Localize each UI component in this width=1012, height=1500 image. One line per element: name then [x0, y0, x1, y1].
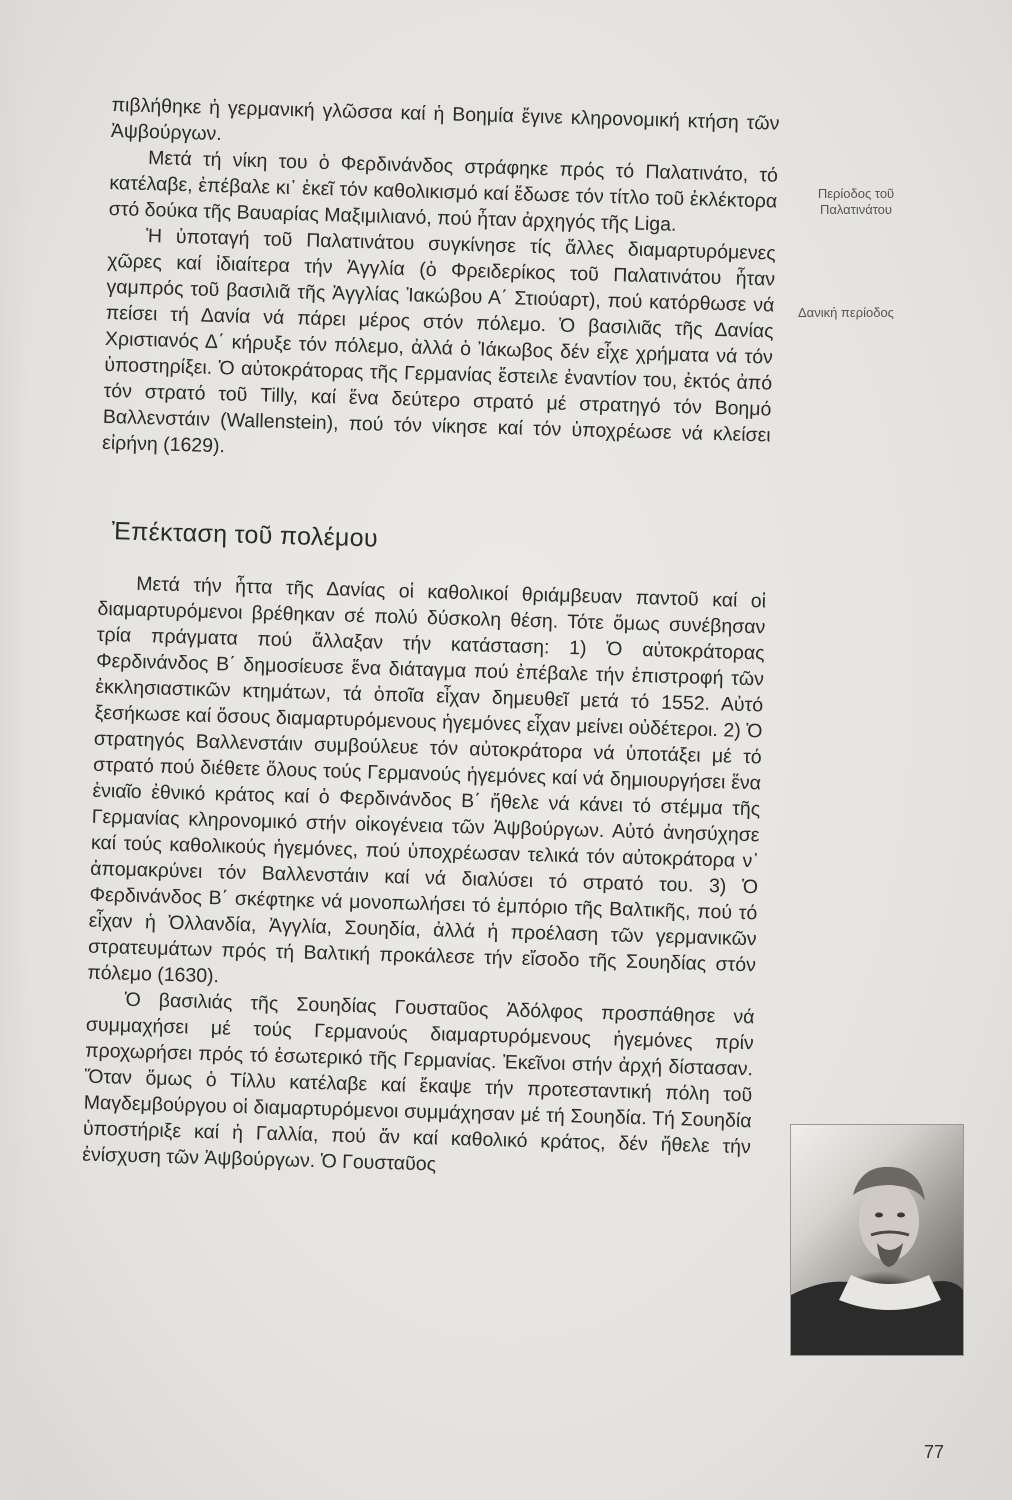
- portrait-figure-icon: [791, 1125, 963, 1355]
- scan-shadow: [0, 0, 28, 1500]
- paragraph-palatinate: Μετά τή νίκη του ὁ Φερδινάνδος στράφηκε πρός τό Παλατινάτο, τό κατέλαβε, ἐπέβαλε κι᾽ ἐκεῖ τόν καθολικισμό καί ἔδωσε τόν τίτλο τοῦ ἐκλέκτορα στό δούκα τῆς Βαυαρίας Μαξιμιλιανό, πού ἦταν ἀρχηγός τῆς Liga.: [108, 147, 779, 236]
- section-heading: Ἐπέκταση τοῦ πολέμου: [111, 517, 379, 553]
- paragraph-expansion: Μετά τήν ἧττα τῆς Δανίας οἱ καθολικοί θριάμβευαν παντοῦ καί οἱ διαμαρτυρόμενοι βρέθηκαν σέ πολύ δύσκολη θέση. Τότε ὅμως συνέβησαν τρία πράγματα πού ἄλλαξαν τήν κατάσταση: 1) Ὁ αὐτοκράτορας Φερδινάνδος Β΄ δημοσίευσε ἕνα διάταγμα πού ἐπέβαλε τήν ἐπιστροφή τῶν ἐκκλησιαστικῶν κτημάτων, τά ὁποῖα εἶχαν δημευθεῖ μετά τό 1552. Αὐτό ξεσήκωσε καί ὅσους διαμαρτυρόμενους ἡγεμόνες εἶχαν μείνει οὐδέτεροι. 2) Ὁ στρατηγός Βαλλενστάιν συμβούλευε τόν αὐτοκράτορα νά ὑποτάξει μέ τό στρατό πού διέθετε ὅλους τούς Γερμανούς ἡγεμόνες καί νά δημιουργήσει ἕνα ἑνιαῖο ἐθνικό κράτος καί ὁ Φερδινάνδος Β΄ ἤθελε νά κάνει τό στέμμα τῆς Γερμανίας κληρονομικό στήν οἰκογένεια τῶν Ἀψβούργων. Αὐτό ἀνησύχησε καί τούς καθολικούς ἡγεμόνες, πού ὑποχρέωσαν τελικά τόν αὐτοκράτορα ν᾽ ἀπομακρύνει τόν Βαλλενστάιν καί νά διαλύσει τό στρατό του. 3) Ὁ Φερδινάνδος Β΄ σκέφτηκε νά μονοπωλήσει τό ἐμπόριο τῆς Βαλτικῆς, πού τό εἶχαν ἡ Ὀλλανδία, Ἀγγλία, Σουηδία, ἀλλά ἡ προέλαση τῶν γερμανικῶν στρατευμάτων πρός τή Βαλτική προκάλεσε τήν εἴσοδο τῆς Σουηδίας στόν πόλεμο (1630).: [87, 572, 767, 988]
- margin-note-palatinate: Περίοδος τοῦ Παλατινάτου: [817, 186, 895, 217]
- margin-note-danish: Δανική περίοδος: [798, 305, 894, 320]
- paragraph-sweden: Ὁ βασιλιάς τῆς Σουηδίας Γουσταῦος Ἀδόλφος προσπάθησε νά συμμαχήσει μέ τούς Γερμανούς διαμαρτυρόμενους ἡγεμόνες πρίν προχωρήσει πρός τό ἐσωτερικό τῆς Γερμανίας. Ἐκεῖνοι στήν ἀρχή δίστασαν. Ὅταν ὅμως ὁ Τίλλυ κατέλαβε καί ἔκαψε τήν προτεσταντική πόλη τοῦ Μαγδεμβούργου οἱ διαμαρτυρόμενοι συμμάχησαν μέ τή Σουηδία. Τή Σουηδία ὑποστήριξε καί ἡ Γαλλία, πού ἄν καί καθολικό κράτος, δέν ἤθελε τήν ἐνίσχυση τῶν Ἀψβούργων. Ὁ Γουσταῦος: [82, 988, 755, 1176]
- main-text-column: [82, 92, 780, 1186]
- page-number: 77: [923, 1442, 944, 1462]
- paragraph-continuation: πιβλήθηκε ἡ γερμανική γλῶσσα καί ἡ Βοημία ἔγινε κληρονομική κτήση τῶν Ἀψβούργων.: [110, 93, 780, 146]
- portrait-engraving: [790, 1124, 964, 1356]
- paragraph-danish-period: Ἡ ὑποταγή τοῦ Παλατινάτου συγκίνησε τίς ἄλλες διαμαρτυρόμενες χῶρες καί ἰδιαίτερα τήν Ἀγγλία (ὁ Φρειδερίκος τοῦ Παλατινάτου ἦταν γαμπρός τοῦ βασιλιᾶ τῆς Ἀγγλίας Ἰακώβου Α΄ Στιούαρτ), πού κατόρθωσε νά πείσει τή Δανία νά πάρει μέρος στόν πόλεμο. Ὁ βασιλιᾶς τῆς Δανίας Χριστιανός Δ΄ κήρυξε τόν πόλεμο, ἀλλά ὁ Ἰάκωβος δέν εἶχε χρήματα νά τόν ὑποστηρίξει. Ὁ αὐτοκράτορας τῆς Γερμανίας ἔστειλε ἐναντίον του, ἐκτός ἀπό τόν στρατό τοῦ Tilly, καί ἕνα δεύτερο στρατό μέ στρατηγό τόν Βοημό Βαλλενστάιν (Wallenstein), πού τόν νίκησε καί τόν ὑποχρέωσε νά κλείσει εἰρήνη (1629).: [101, 225, 777, 458]
